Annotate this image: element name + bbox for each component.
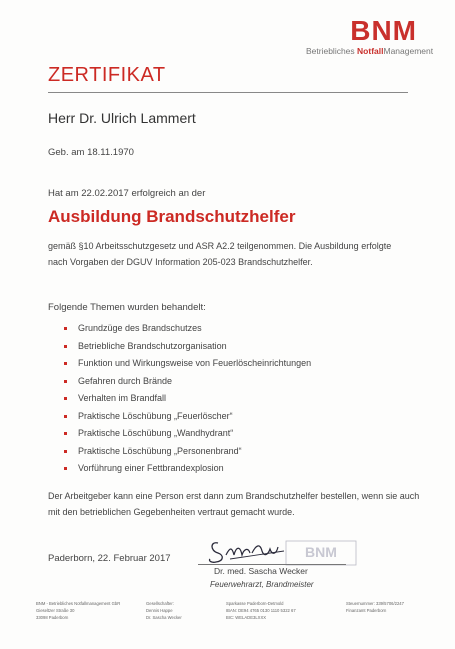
employer-note: Der Arbeitgeber kann eine Person erst dann zum Brandschutzhelfer bestellen, wenn sie auch mit den betrieblichen Gegebenheiten vertraut gemacht wurde. <box>48 491 420 517</box>
signer-role: Feuerwehrarzt, Brandmeister <box>210 580 314 589</box>
list-item: Praktische Löschübung „Personenbrand“ <box>64 443 311 461</box>
course-title: Ausbildung Brandschutzhelfer <box>48 207 296 226</box>
bullet-icon <box>64 415 67 418</box>
signature-line <box>198 564 346 565</box>
bullet-icon <box>64 380 67 383</box>
bullet-icon <box>64 467 67 470</box>
bullet-icon <box>64 450 67 453</box>
list-item: Grundzüge des Brandschutzes <box>64 320 311 338</box>
list-item: Gefahren durch Brände <box>64 373 311 391</box>
footer-company: BNM - Betriebliches Notfallmanagement GbR Gieseltzer Straße 30 33098 Paderborn <box>36 601 121 620</box>
place-date: Paderborn, 22. Februar 2017 <box>48 553 171 564</box>
bullet-icon <box>64 327 67 330</box>
certificate-title: ZERTIFIKAT <box>48 64 166 86</box>
footer-tax: Steuernummer: 339/5706/2247 Finanzamt Paderborn <box>346 601 404 613</box>
list-item: Vorführung einer Fettbrandexplosion <box>64 460 311 478</box>
bullet-icon <box>64 362 67 365</box>
bnm-logo <box>282 15 442 63</box>
bullet-icon <box>64 345 67 348</box>
completion-date-line: Hat am 22.02.2017 erfolgreich an der <box>48 188 206 199</box>
list-item: Praktische Löschübung „Feuerlöscher“ <box>64 408 311 426</box>
svg-text:BNM: BNM <box>305 544 337 560</box>
signer-name: Dr. med. Sascha Wecker <box>214 566 308 576</box>
list-item: Funktion und Wirkungsweise von Feuerlöscheinrichtungen <box>64 355 311 373</box>
footer-partners: Gesellschafter: Dennis Happe Dr. Sascha Wecker <box>146 601 182 620</box>
list-item: Praktische Löschübung „Wandhydrant“ <box>64 425 311 443</box>
list-item: Betriebliche Brandschutzorganisation <box>64 338 311 356</box>
topics-intro: Folgende Themen wurden behandelt: <box>48 302 206 313</box>
topics-list <box>64 320 311 478</box>
title-divider <box>48 92 408 93</box>
list-item: Verhalten im Brandfall <box>64 390 311 408</box>
bullet-icon <box>64 397 67 400</box>
logo-tagline: Betriebliches NotfallManagement <box>306 46 434 56</box>
footer <box>36 600 426 640</box>
logo-mark: BNM <box>350 15 417 46</box>
company-stamp <box>285 540 357 566</box>
recipient-name: Herr Dr. Ulrich Lammert <box>48 110 196 126</box>
footer-bank: Sparkasse Paderborn-Detmold IBAN: DE94 4765 0130 1110 5322 67 BIC: WELADE3LXXX <box>226 601 296 620</box>
legal-basis-paragraph: gemäß §10 Arbeitsschutzgesetz und ASR A2.2 teilgenommen. Die Ausbildung erfolgte nach Vorgaben der DGUV Information 205-023 Brandschutzhelfer. <box>48 241 392 267</box>
birth-date: Geb. am 18.11.1970 <box>48 147 134 158</box>
bullet-icon <box>64 432 67 435</box>
